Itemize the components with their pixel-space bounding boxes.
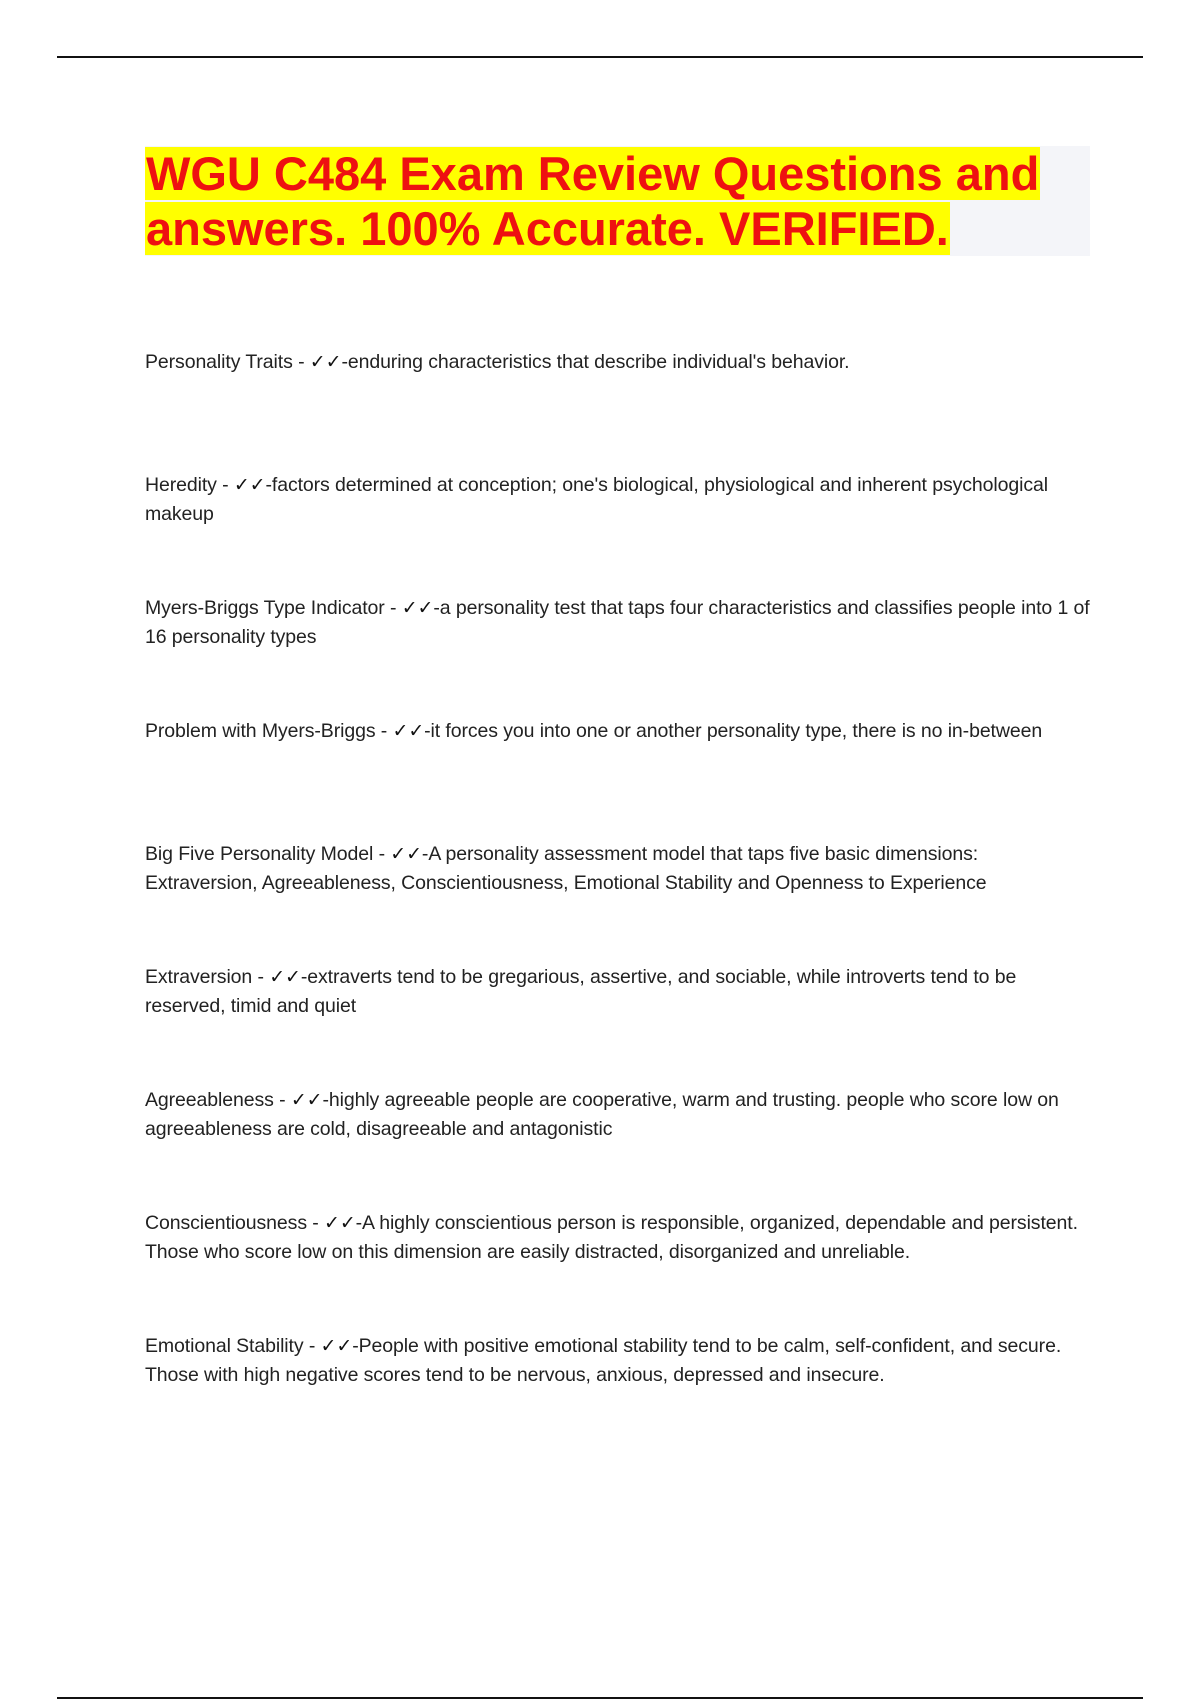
entry-term: Big Five Personality Model	[145, 843, 374, 865]
double-check-icon: ✓✓	[392, 720, 425, 742]
entry-term: Extraversion	[145, 966, 253, 988]
qa-entry	[145, 471, 1090, 594]
bottom-rule	[57, 1697, 1143, 1699]
entry-separator: -	[252, 966, 270, 988]
entry-separator: -	[273, 1089, 291, 1111]
qa-entry	[145, 1209, 1090, 1332]
entry-separator: -	[292, 351, 310, 373]
double-check-icon: ✓✓	[390, 843, 422, 865]
double-check-icon: ✓✓	[324, 1212, 356, 1234]
page-title	[145, 146, 1090, 256]
entry-definition: -A highly conscientious person is responsible, organized, dependable and persistent. Those who score low on this dimension are easily distracted, disorganized and unreliable.	[145, 1212, 1078, 1263]
entry-definition: -A personality assessment model that taps five basic dimensions: Extraversion, Agreeableness, Conscientiousness, Emotional Stability and Openness to Experience	[145, 843, 987, 894]
entry-term: Heredity	[145, 474, 217, 496]
double-check-icon: ✓✓	[320, 1335, 353, 1357]
qa-entry	[145, 1086, 1090, 1209]
entry-term: Personality Traits	[145, 351, 293, 373]
double-check-icon: ✓✓	[309, 351, 342, 373]
entry-term: Myers-Briggs Type Indicator	[145, 597, 385, 619]
qa-entry	[145, 840, 1090, 963]
qa-entry	[145, 717, 1090, 840]
entry-separator: -	[384, 597, 402, 619]
entry-definition: -People with positive emotional stability tend to be calm, self-confident, and secure. Those with high negative scores tend to be nervous, anxious, depressed and insecure.	[145, 1335, 1062, 1386]
entry-separator: -	[306, 1212, 325, 1234]
double-check-icon: ✓✓	[269, 966, 301, 988]
entry-definition: -enduring characteristics that describe individual's behavior.	[341, 351, 850, 373]
top-rule	[57, 56, 1143, 58]
double-check-icon: ✓✓	[401, 597, 434, 619]
qa-list	[145, 348, 1090, 1455]
entry-definition: -a personality test that taps four characteristics and classifies people into 1 of 16 personality types	[145, 597, 1090, 648]
entry-separator: -	[373, 843, 391, 865]
entry-definition: -highly agreeable people are cooperative, warm and trusting. people who score low on agreeableness are cold, disagreeable and antagonistic	[145, 1089, 1059, 1140]
double-check-icon: ✓✓	[290, 1089, 323, 1111]
entry-definition: -factors determined at conception; one's biological, physiological and inherent psychological makeup	[145, 474, 1048, 525]
qa-entry	[145, 963, 1090, 1086]
qa-entry	[145, 1332, 1090, 1455]
entry-separator: -	[303, 1335, 321, 1357]
double-check-icon: ✓✓	[233, 474, 266, 496]
entry-definition: -it forces you into one or another personality type, there is no in-between	[424, 720, 1043, 742]
title-highlight: WGU C484 Exam Review Questions and answers. 100% Accurate. VERIFIED.	[146, 147, 1040, 255]
qa-entry	[145, 594, 1090, 717]
entry-term: Agreeableness	[145, 1089, 274, 1111]
entry-term: Emotional Stability	[145, 1335, 304, 1357]
entry-separator: -	[375, 720, 393, 742]
entry-term: Conscientiousness	[145, 1212, 307, 1234]
entry-definition: -extraverts tend to be gregarious, assertive, and sociable, while introverts tend to be reserved, timid and quiet	[145, 966, 1017, 1017]
title-block	[145, 146, 1090, 256]
qa-entry	[145, 348, 1090, 471]
entry-separator: -	[216, 474, 234, 496]
entry-term: Problem with Myers-Briggs	[145, 720, 376, 742]
